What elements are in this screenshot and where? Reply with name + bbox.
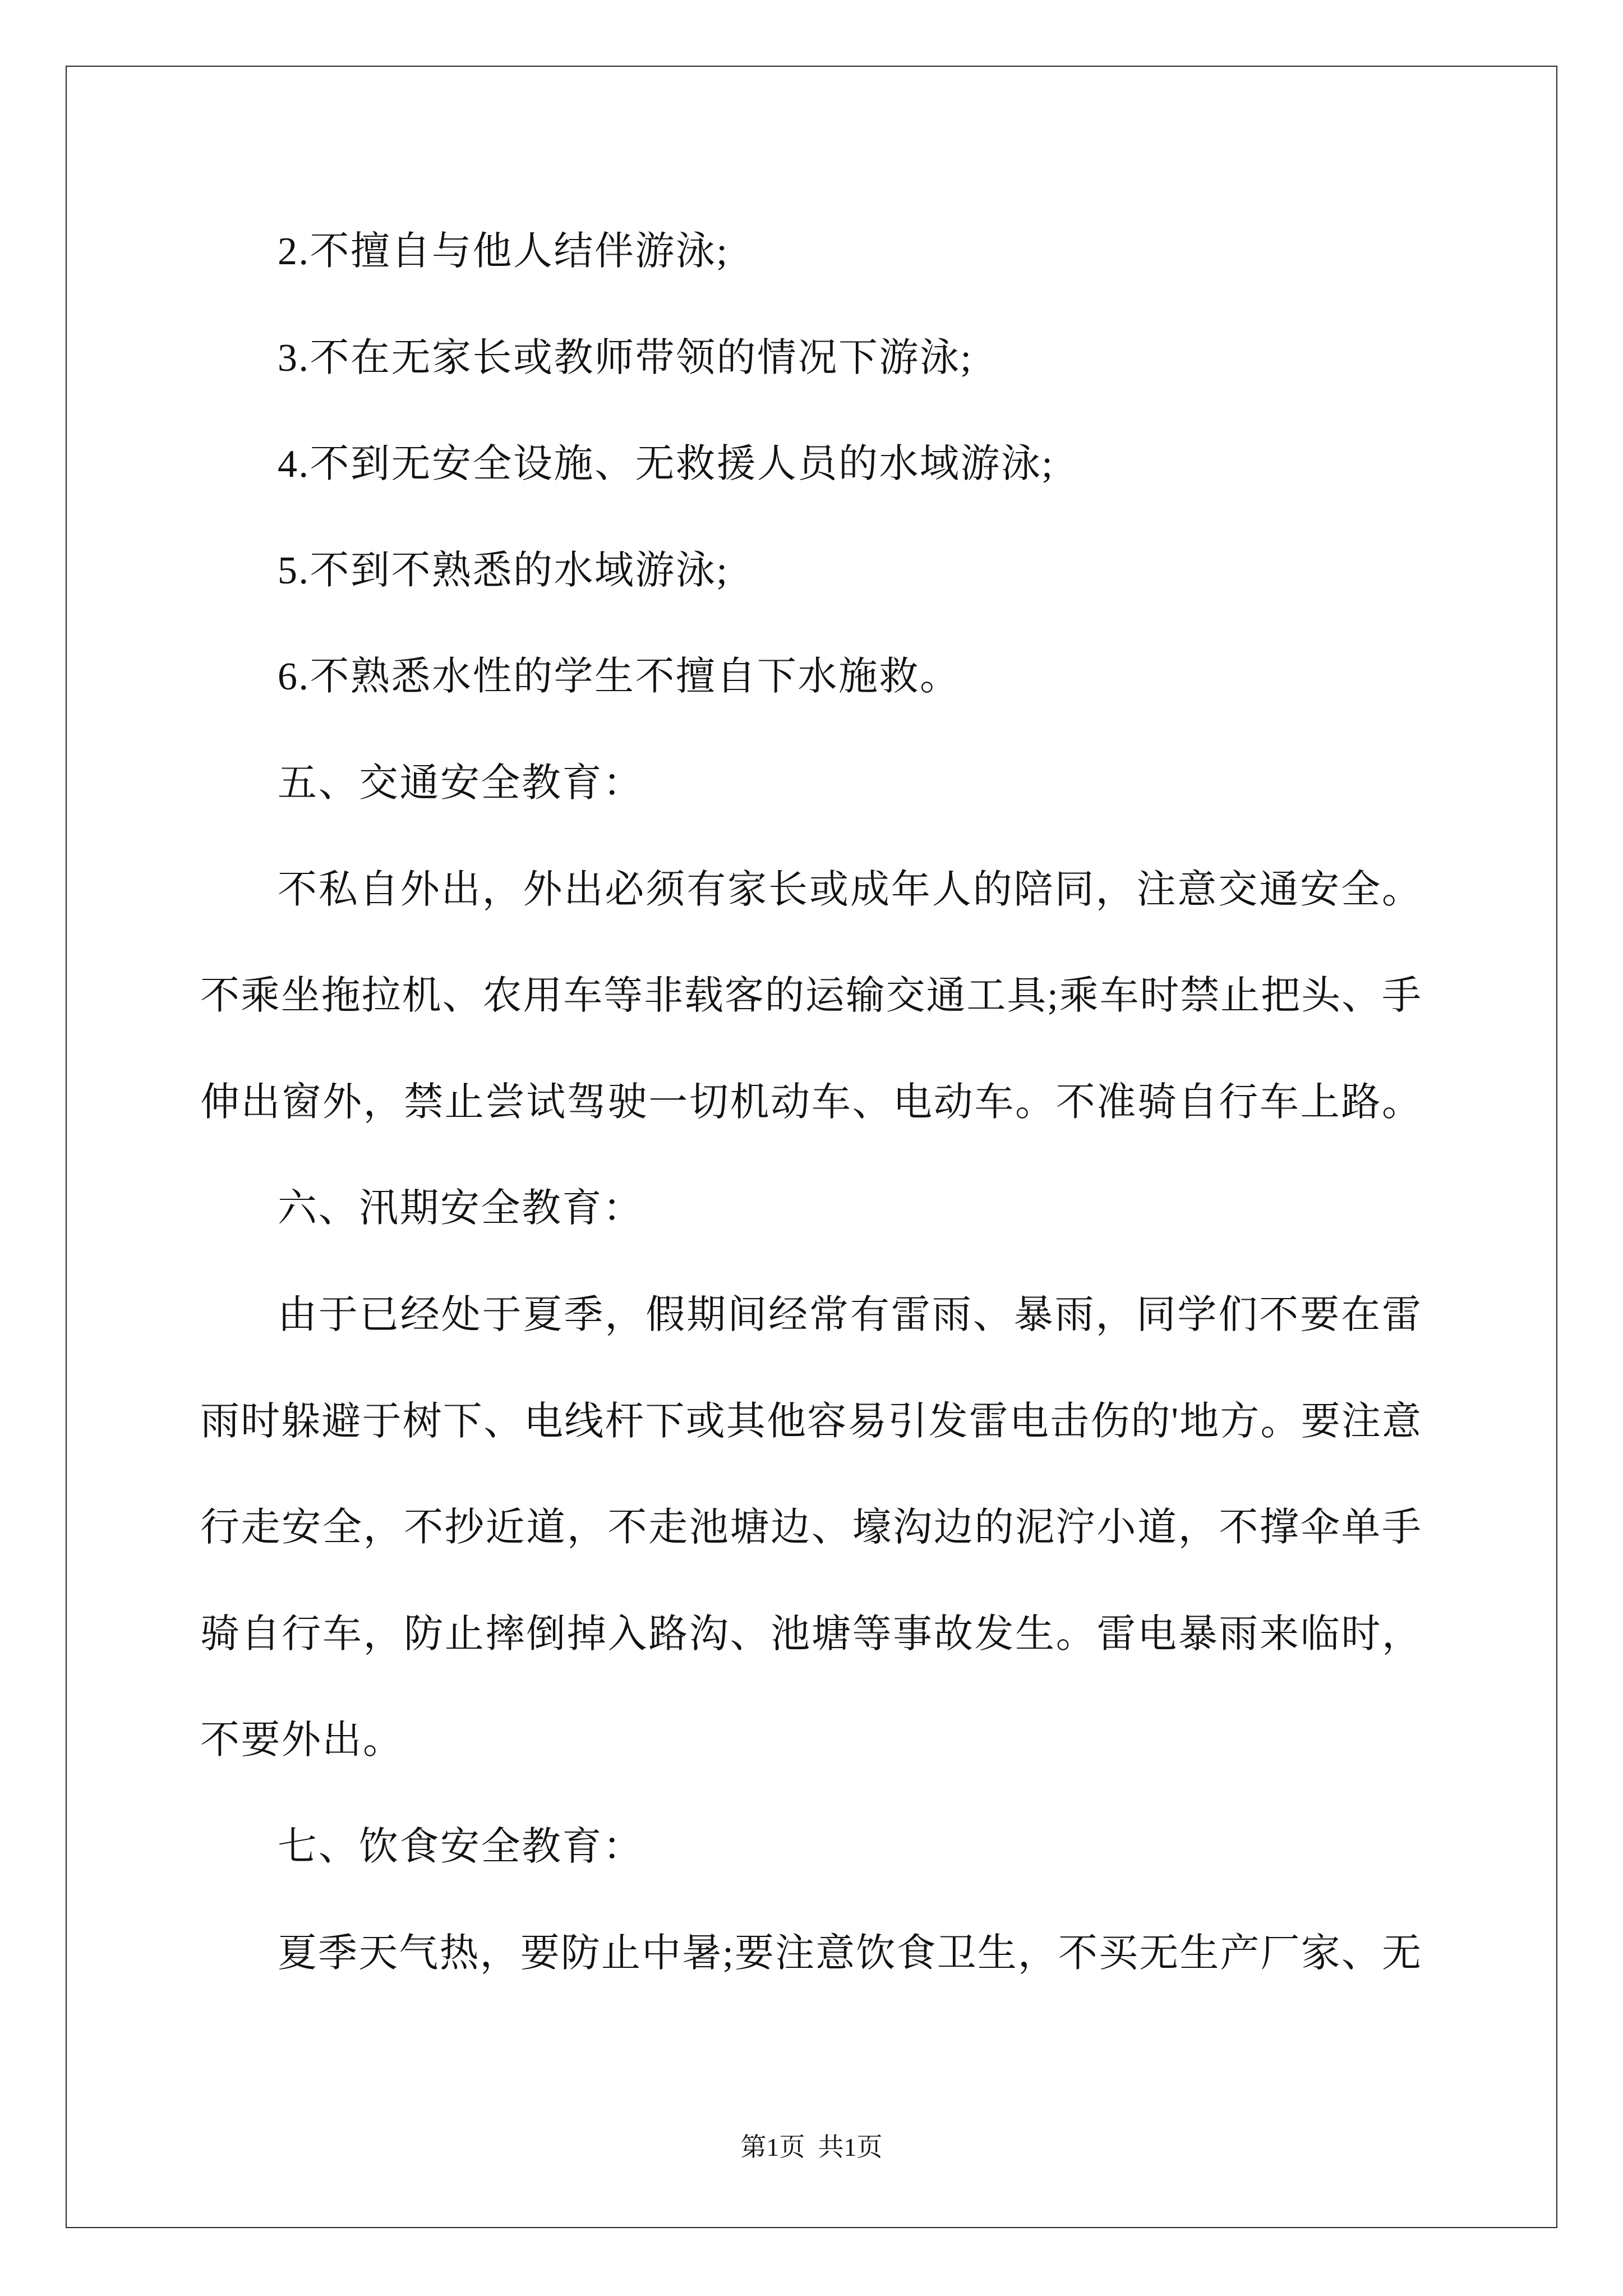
list-item: 2.不擅自与他人结伴游泳;	[278, 230, 729, 273]
section-heading: 六、汛期安全教育：	[278, 1187, 644, 1230]
paragraph-line: 不私自外出，外出必须有家长或成年人的陪同，注意交通安全。	[278, 868, 1421, 912]
page-footer-indicator: 第1页 共1页	[740, 2133, 883, 2161]
page-border	[66, 66, 1557, 2228]
section-heading: 五、交通安全教育：	[278, 762, 644, 805]
list-item: 3.不在无家长或教师带领的情况下游泳;	[278, 337, 973, 380]
paragraph-line: 雨时躲避于树下、电线杆下或其他容易引发雷电击伤的'地方。要注意	[200, 1400, 1421, 1443]
paragraph-line: 不乘坐拖拉机、农用车等非载客的运输交通工具;乘车时禁止把头、手	[200, 974, 1421, 1018]
paragraph-line: 夏季天气热，要防止中暑;要注意饮食卫生，不买无生产厂家、无	[278, 1932, 1421, 1975]
list-item: 6.不熟悉水性的学生不擅自下水施救。	[278, 655, 961, 698]
list-item: 5.不到不熟悉的水域游泳;	[278, 549, 729, 592]
paragraph-line: 伸出窗外，禁止尝试驾驶一切机动车、电动车。不准骑自行车上路。	[200, 1081, 1421, 1124]
paragraph-line: 不要外出。	[200, 1719, 404, 1762]
paragraph-line: 骑自行车，防止摔倒掉入路沟、池塘等事故发生。雷电暴雨来临时，	[200, 1613, 1421, 1656]
paragraph-line: 由于已经处于夏季，假期间经常有雷雨、暴雨，同学们不要在雷	[278, 1294, 1421, 1337]
paragraph-line: 行走安全，不抄近道，不走池塘边、壕沟边的泥泞小道，不撑伞单手	[200, 1506, 1421, 1549]
list-item: 4.不到无安全设施、无救援人员的水域游泳;	[278, 443, 1054, 486]
section-heading: 七、饮食安全教育：	[278, 1825, 644, 1869]
